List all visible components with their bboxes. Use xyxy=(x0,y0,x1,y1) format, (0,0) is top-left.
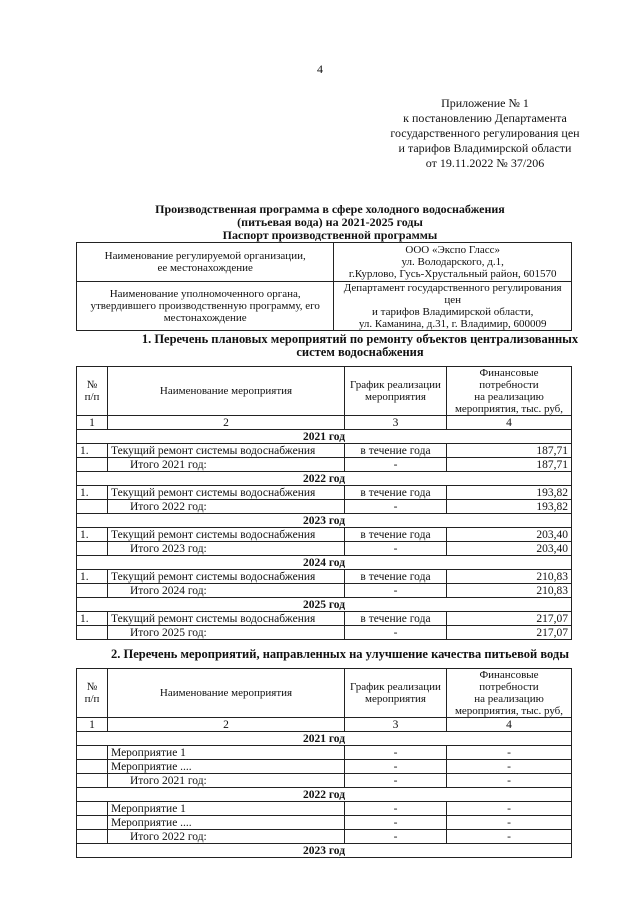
total-row xyxy=(77,830,572,844)
text-line: (питьевая вода) на 2021-2025 годы xyxy=(237,215,423,229)
text-line: ООО «Экспо Гласс» xyxy=(405,244,500,256)
schedule: - xyxy=(345,802,447,816)
header-name: Наименование мероприятия xyxy=(108,669,345,718)
schedule: - xyxy=(345,760,447,774)
table-row xyxy=(77,444,572,458)
text-line: на реализацию xyxy=(474,693,544,705)
passport-value xyxy=(334,282,572,331)
year-row xyxy=(77,514,572,528)
schedule: в течение года xyxy=(345,444,447,458)
text-line: мероприятия xyxy=(365,391,426,403)
text-line: Паспорт производственной программы xyxy=(222,228,438,242)
total-amount: 193,82 xyxy=(447,500,572,514)
year-heading: 2022 год xyxy=(77,472,572,486)
column-number-row xyxy=(77,416,572,430)
empty xyxy=(77,542,108,556)
header-finance xyxy=(447,367,572,416)
schedule: в течение года xyxy=(345,612,447,626)
page-number: 4 xyxy=(317,62,323,76)
empty xyxy=(77,774,108,788)
total-label: Итого 2023 год: xyxy=(108,542,345,556)
header-schedule xyxy=(345,669,447,718)
header-num xyxy=(77,367,108,416)
row-number: 1. xyxy=(77,612,108,626)
activity-name: Текущий ремонт системы водоснабжения xyxy=(108,528,345,542)
passport-table xyxy=(76,242,572,331)
schedule: в течение года xyxy=(345,486,447,500)
column-number: 1 xyxy=(77,416,108,430)
table-row xyxy=(77,746,572,760)
column-number: 4 xyxy=(447,416,572,430)
repair-table xyxy=(76,366,572,640)
total-amount: - xyxy=(447,774,572,788)
text-line: Наименование уполномоченного органа, xyxy=(109,288,301,300)
activity-name: Мероприятие 1 xyxy=(108,802,345,816)
text-line: на реализацию xyxy=(474,391,544,403)
year-row xyxy=(77,844,572,858)
year-heading: 2021 год xyxy=(77,732,572,746)
total-label: Итого 2022 год: xyxy=(108,830,345,844)
document-title xyxy=(60,203,600,242)
total-amount: 217,07 xyxy=(447,626,572,640)
year-heading: 2024 год xyxy=(77,556,572,570)
activity-name: Текущий ремонт системы водоснабжения xyxy=(108,444,345,458)
table-row xyxy=(77,816,572,830)
schedule: - xyxy=(345,816,447,830)
column-number: 3 xyxy=(345,718,447,732)
text-line: Наименование регулируемой организации, xyxy=(104,250,306,262)
table-row xyxy=(77,612,572,626)
amount: - xyxy=(447,802,572,816)
activity-name: Текущий ремонт системы водоснабжения xyxy=(108,612,345,626)
passport-row xyxy=(77,243,572,282)
text-line: График реализации xyxy=(350,681,441,693)
total-label: Итого 2021 год: xyxy=(108,774,345,788)
empty xyxy=(77,760,108,774)
column-number: 1 xyxy=(77,718,108,732)
header-schedule xyxy=(345,367,447,416)
activity-name: Текущий ремонт системы водоснабжения xyxy=(108,486,345,500)
text-line: к постановлению Департамента xyxy=(403,111,567,125)
text-line: ее местонахождение xyxy=(157,262,253,274)
text-line: мероприятия xyxy=(365,693,426,705)
table-row xyxy=(77,486,572,500)
schedule: - xyxy=(345,746,447,760)
text-line: п/п xyxy=(84,693,100,705)
activity-name: Мероприятие .... xyxy=(108,816,345,830)
schedule: - xyxy=(345,830,447,844)
text-line: № xyxy=(86,379,98,391)
text-line: местонахождение xyxy=(163,312,247,324)
section2-title: 2. Перечень мероприятий, направленных на улучшение качества питьевой воды xyxy=(111,647,569,661)
activity-name: Мероприятие 1 xyxy=(108,746,345,760)
header-row xyxy=(77,669,572,718)
passport-label xyxy=(77,282,334,331)
year-row xyxy=(77,788,572,802)
schedule: - xyxy=(345,774,447,788)
text-line: государственного регулирования цен xyxy=(390,126,580,140)
total-label: Итого 2022 год: xyxy=(108,500,345,514)
empty xyxy=(77,746,108,760)
text-line: мероприятия, тыс. руб, xyxy=(454,705,564,717)
column-number: 2 xyxy=(108,718,345,732)
header-num xyxy=(77,669,108,718)
section1-title xyxy=(120,333,600,359)
year-row xyxy=(77,598,572,612)
total-row xyxy=(77,774,572,788)
activity-name: Мероприятие .... xyxy=(108,760,345,774)
total-row xyxy=(77,584,572,598)
text-line: ул. Каманина, д.31, г. Владимир, 600009 xyxy=(358,318,547,330)
empty xyxy=(77,802,108,816)
table-row xyxy=(77,570,572,584)
amount: 203,40 xyxy=(447,528,572,542)
amount: - xyxy=(447,760,572,774)
amount: 210,83 xyxy=(447,570,572,584)
empty xyxy=(77,830,108,844)
quality-table xyxy=(76,668,572,858)
text-line: и тарифов Владимирской области, xyxy=(372,306,534,318)
text-line: Финансовые потребности xyxy=(479,367,539,391)
total-label: Итого 2024 год: xyxy=(108,584,345,598)
total-amount: 187,71 xyxy=(447,458,572,472)
empty xyxy=(77,816,108,830)
text-line: Производственная программа в сфере холодного водоснабжения xyxy=(155,202,505,216)
total-row xyxy=(77,458,572,472)
passport-label xyxy=(77,243,334,282)
text-line: Приложение № 1 xyxy=(441,96,529,110)
text-line: Департамент государственного регулирования цен xyxy=(343,282,562,306)
schedule: - xyxy=(345,584,447,598)
text-line: № xyxy=(86,681,98,693)
text-line: систем водоснабжения xyxy=(296,345,424,359)
text-line: утвердившего производственную программу, его xyxy=(90,300,320,312)
amount: 193,82 xyxy=(447,486,572,500)
year-row xyxy=(77,556,572,570)
header-finance xyxy=(447,669,572,718)
schedule: - xyxy=(345,626,447,640)
total-label: Итого 2021 год: xyxy=(108,458,345,472)
year-heading: 2023 год xyxy=(77,514,572,528)
row-number: 1. xyxy=(77,528,108,542)
text-line: и тарифов Владимирской области xyxy=(398,141,572,155)
passport-value xyxy=(334,243,572,282)
empty xyxy=(77,458,108,472)
text-line: г.Курлово, Гусь-Хрустальный район, 601570 xyxy=(348,268,557,280)
year-row xyxy=(77,430,572,444)
table-row xyxy=(77,802,572,816)
table-row xyxy=(77,528,572,542)
empty xyxy=(77,584,108,598)
total-label: Итого 2025 год: xyxy=(108,626,345,640)
schedule: - xyxy=(345,500,447,514)
row-number: 1. xyxy=(77,444,108,458)
year-row xyxy=(77,472,572,486)
amount: - xyxy=(447,816,572,830)
empty xyxy=(77,500,108,514)
text-line: п/п xyxy=(84,391,100,403)
activity-name: Текущий ремонт системы водоснабжения xyxy=(108,570,345,584)
total-row xyxy=(77,542,572,556)
total-amount: 203,40 xyxy=(447,542,572,556)
column-number-row xyxy=(77,718,572,732)
text-line: Финансовые потребности xyxy=(479,669,539,693)
appendix-block xyxy=(360,96,610,171)
total-amount: 210,83 xyxy=(447,584,572,598)
header-row xyxy=(77,367,572,416)
text-line: от 19.11.2022 № 37/206 xyxy=(425,156,545,170)
total-row xyxy=(77,626,572,640)
header-name: Наименование мероприятия xyxy=(108,367,345,416)
row-number: 1. xyxy=(77,570,108,584)
schedule: - xyxy=(345,458,447,472)
schedule: - xyxy=(345,542,447,556)
column-number: 3 xyxy=(345,416,447,430)
column-number: 2 xyxy=(108,416,345,430)
schedule: в течение года xyxy=(345,570,447,584)
text-line: мероприятия, тыс. руб, xyxy=(454,403,564,415)
total-row xyxy=(77,500,572,514)
text-line: ул. Володарского, д.1, xyxy=(401,256,504,268)
passport-row xyxy=(77,282,572,331)
text-line: График реализации xyxy=(350,379,441,391)
table-row xyxy=(77,760,572,774)
amount: 187,71 xyxy=(447,444,572,458)
amount: - xyxy=(447,746,572,760)
total-amount: - xyxy=(447,830,572,844)
year-row xyxy=(77,732,572,746)
year-heading: 2025 год xyxy=(77,598,572,612)
empty xyxy=(77,626,108,640)
text-line: 1. Перечень плановых мероприятий по ремонту объектов централизованных xyxy=(141,332,579,346)
schedule: в течение года xyxy=(345,528,447,542)
year-heading: 2021 год xyxy=(77,430,572,444)
amount: 217,07 xyxy=(447,612,572,626)
year-heading: 2022 год xyxy=(77,788,572,802)
column-number: 4 xyxy=(447,718,572,732)
row-number: 1. xyxy=(77,486,108,500)
year-heading: 2023 год xyxy=(77,844,572,858)
